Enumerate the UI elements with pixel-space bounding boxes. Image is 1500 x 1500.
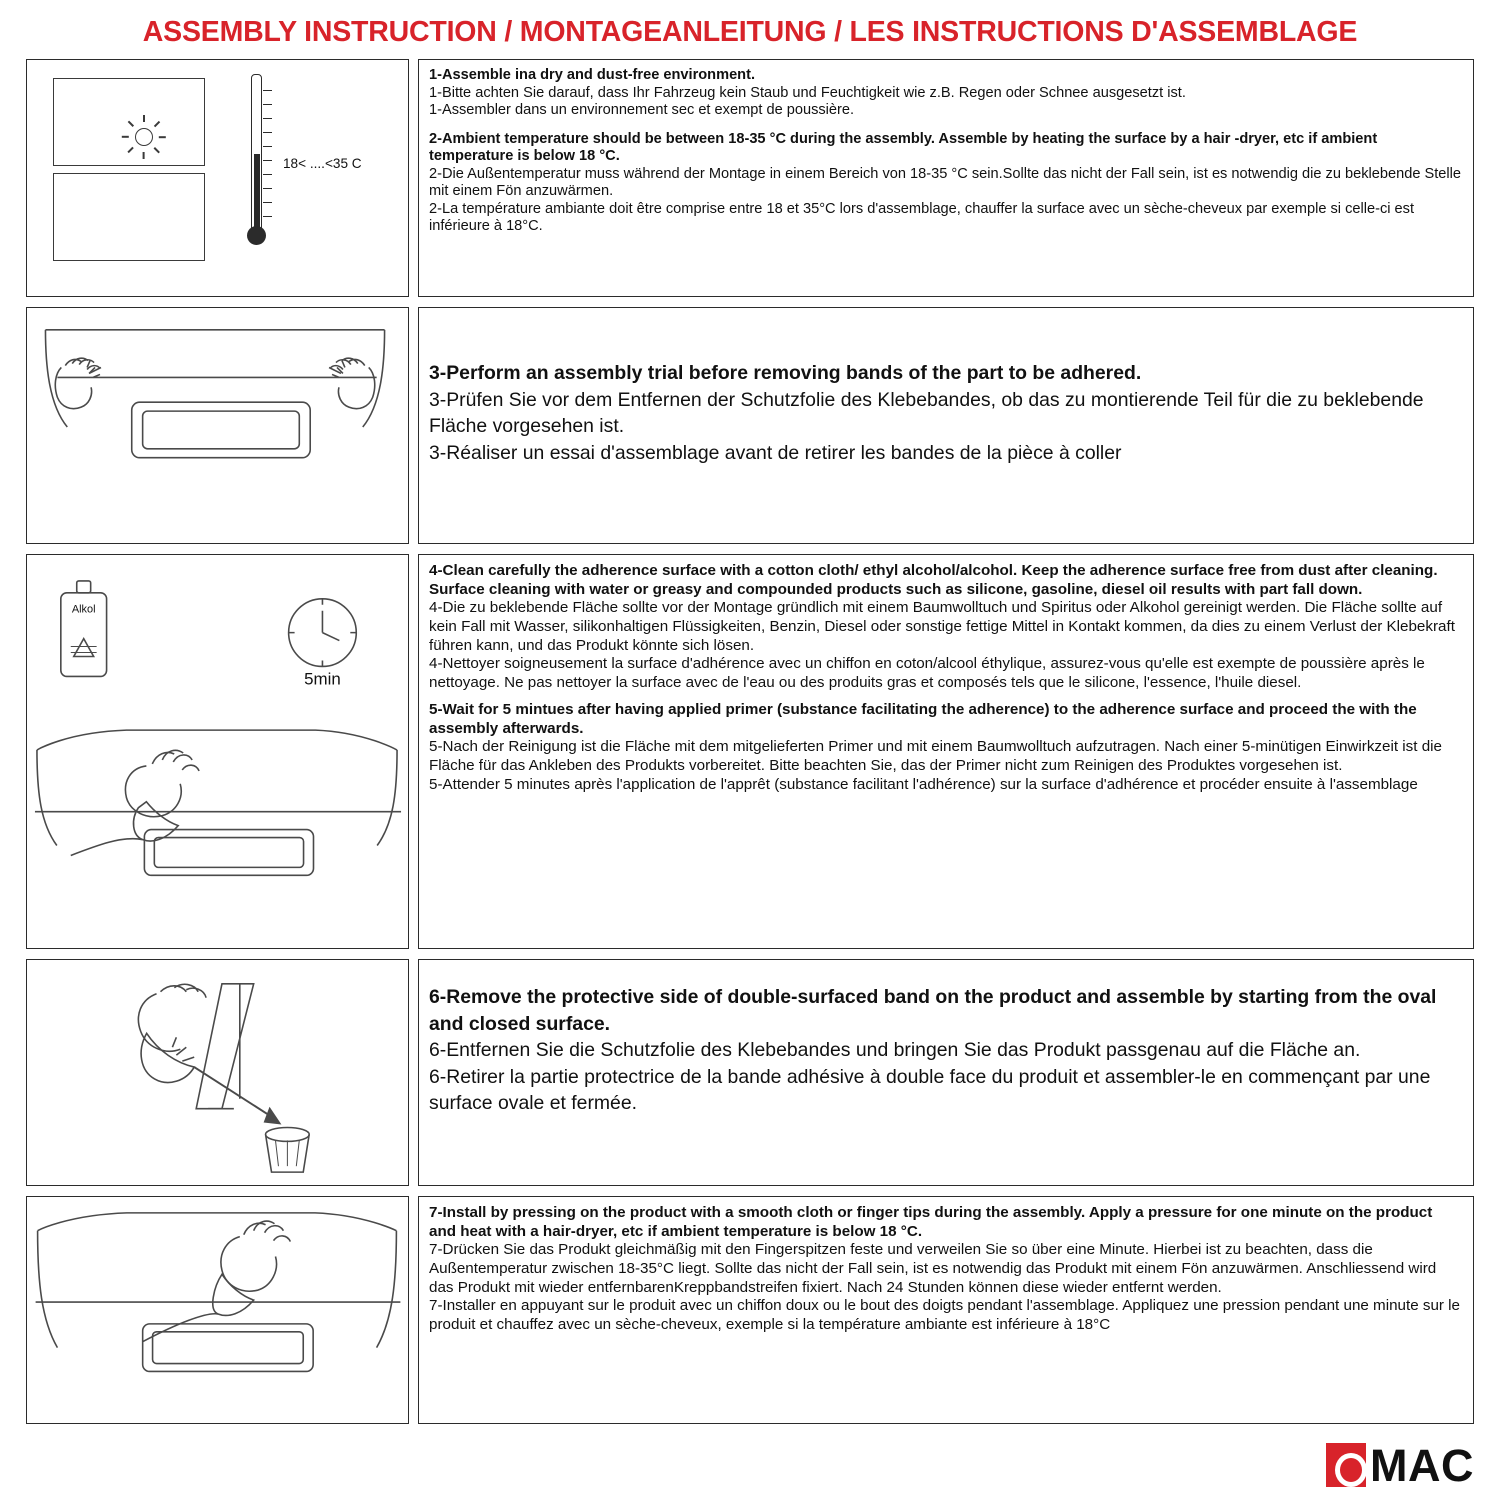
step6-fr: 6-Retirer la partie protectrice de la bande adhésive à double face du produit et assembler-le en commençant par une surface ovale et fermée.	[429, 1065, 1431, 1115]
step1-de: 1-Bitte achten Sie darauf, dass Ihr Fahrzeug kein Staub und Feuchtigkeit wie z.B. Regen oder Schnee ausgesetzt ist.	[429, 84, 1186, 101]
instruction-row	[26, 959, 1474, 1186]
step3-en: 3-Perform an assembly trial before removing bands of the part to be adhered.	[429, 362, 1142, 384]
step3-de: 3-Prüfen Sie vor dem Entfernen der Schutzfolie des Klebebandes, ob das zu montierende Teil für die zu beklebende Fläche vorgesehen ist.	[429, 388, 1424, 438]
temperature-range-label: 18< ....<35 C	[283, 156, 362, 171]
step1-fr: 1-Assembler dans un environnement sec et exempt de poussière.	[429, 102, 855, 118]
step4-en: 4-Clean carefully the adherence surface with a cotton cloth/ ethyl alcohol/alcohol. Keep the adherence surface free from dust after cleaning. Surface cleaning with water or greasy and compounded products such as silicone, gasoline, diesel oil results with part fall down.	[429, 562, 1438, 598]
step7-en: 7-Install by pressing on the product with a smooth cloth or finger tips during the assembly. Apply a pressure for one minute on the product and heat with a hair-dryer, etc if ambient temperature is below 18 °C.	[429, 1204, 1433, 1240]
step1-en: 1-Assemble ina dry and dust-free environment.	[429, 67, 756, 83]
sun-panel	[53, 78, 205, 166]
step2-en: 2-Ambient temperature should be between 18-35 °C during the assembly. Assemble by heating the surface by a hair -dryer, etc if ambient temperature is below 18 °C.	[429, 130, 1378, 164]
figure-environment	[26, 59, 409, 297]
omac-wordmark: MAC	[1370, 1439, 1474, 1491]
figure-remove-liner	[26, 959, 409, 1186]
step6-en: 6-Remove the protective side of double-surfaced band on the product and assemble by starting from the oval and closed surface.	[429, 986, 1437, 1035]
text-step-6	[418, 959, 1474, 1186]
omac-o-mark	[1326, 1443, 1366, 1487]
bottle-label: Alkol	[71, 603, 96, 616]
instruction-row	[26, 554, 1474, 949]
sun-icon	[126, 119, 162, 155]
figure-trial-fit	[26, 307, 409, 544]
step5-de: 5-Nach der Reinigung ist die Fläche mit dem mitgelieferten Primer und mit einem Baumwolltuch aufzutragen. Nach einer 5-minütigen Einwirkzeit ist die Fläche für das Ankleben des Produkts vorbereitet. Bitte beachten Sie, das der Primer nicht zum Reinigen des Produktes vorgesehen ist.	[429, 738, 1442, 774]
remove-liner-to-bin-icon	[27, 960, 408, 1185]
text-step-3	[418, 307, 1474, 544]
step4-de: 4-Die zu beklebende Fläche sollte vor der Montage gründlich mit einem Baumwolltuch und Spiritus oder Alkohol gereinigt werden. Die Fläche sollte auf kein Fall mit Wasser, silikonhaltigen Flüssigkeiten, Benzin, Diesel oder sonstige fettige Mittel in Kontakt kommen, da dies zu einem Verlust der Klebekraft führen kann, und das Produkt könnte sich lösen.	[429, 599, 1455, 654]
step6-de: 6-Entfernen Sie die Schutzfolie des Klebebandes und bringen Sie das Produkt passgenau auf die Fläche an.	[429, 1039, 1361, 1062]
step5-fr: 5-Attender 5 minutes après l'application de l'apprêt (substance facilitant l'adhérence) sur la surface d'adhérence et procéder ensuite à l'assemblage	[429, 775, 1418, 793]
step7-de: 7-Drücken Sie das Produkt gleichmäßig mit den Fingerspitzen feste und verweilen Sie so über eine Minute. Hierbei ist zu beachten, dass die Außentemperatur zwischen 18-35°C liegt. Sollte das nicht der Fall sein, ist es notwendig das Produkt mit einem Fön anzuwärmen. Anschliessend wird das Produkt mit wieder entfernbarenKreppbandstreifen fixiert. Nach 24 Stunden können diese wieder entfernt werden.	[429, 1241, 1437, 1296]
instruction-row	[26, 59, 1474, 297]
instruction-row	[26, 307, 1474, 544]
figure-cleaning	[26, 554, 409, 949]
thermometer-icon	[239, 74, 273, 270]
instruction-row	[26, 1196, 1474, 1424]
hand-pressing-cloth-icon	[27, 1197, 408, 1423]
step5-en: 5-Wait for 5 mintues after having applied primer (substance facilitating the adherence) to the adherence surface and proceed the with the assembly afterwards.	[429, 700, 1417, 737]
text-step-4-5	[418, 554, 1474, 949]
figure-press-product	[26, 1196, 409, 1424]
step3-fr: 3-Réaliser un essai d'assemblage avant de retirer les bandes de la pièce à coller	[429, 441, 1122, 464]
instruction-rows	[26, 59, 1474, 1424]
step4-fr: 4-Nettoyer soigneusement la surface d'adhérence avec un chiffon en coton/alcool éthylique, assurez-vous qu'elle est exempte de poussière après le nettoyage. Ne pas nettoyer la surface avec de l'eau ou des produits gras et composés tels que le silicone, l'essence, l'huile diesel.	[429, 655, 1425, 692]
step7-fr: 7-Installer en appuyant sur le produit avec un chiffon doux ou le bout des doigts pendant l'assemblage. Appliquez une pression pendant une minute sur le produit et chauffez avec un sèche-cheveux, exemple si la température ambiante est inférieure à 18°C	[429, 1297, 1460, 1334]
no-water-panel	[53, 173, 205, 261]
hands-holding-part-icon	[27, 308, 408, 543]
page-title: ASSEMBLY INSTRUCTION / MONTAGEANLEITUNG / LES INSTRUCTIONS D'ASSEMBLAGE	[142, 16, 1358, 48]
alcohol-clean-and-timer-icon	[27, 555, 408, 948]
text-step-7	[418, 1196, 1474, 1424]
text-step-1-2	[418, 59, 1474, 297]
step2-de: 2-Die Außentemperatur muss während der Montage in einem Bereich von 18-35 °C sein.Sollte das nicht der Fall sein, ist es notwendig die zu beklebende Stelle mit einem Fön anzuwärmen.	[429, 165, 1462, 199]
timer-label: 5min	[304, 669, 341, 689]
omac-logo	[1326, 1438, 1474, 1492]
step2-fr: 2-La température ambiante doit être comprise entre 18 et 35°C lors d'assemblage, chauffer la surface avec un sèche-cheveux par exemple si celle-ci est inférieure à 18°C.	[429, 200, 1415, 234]
